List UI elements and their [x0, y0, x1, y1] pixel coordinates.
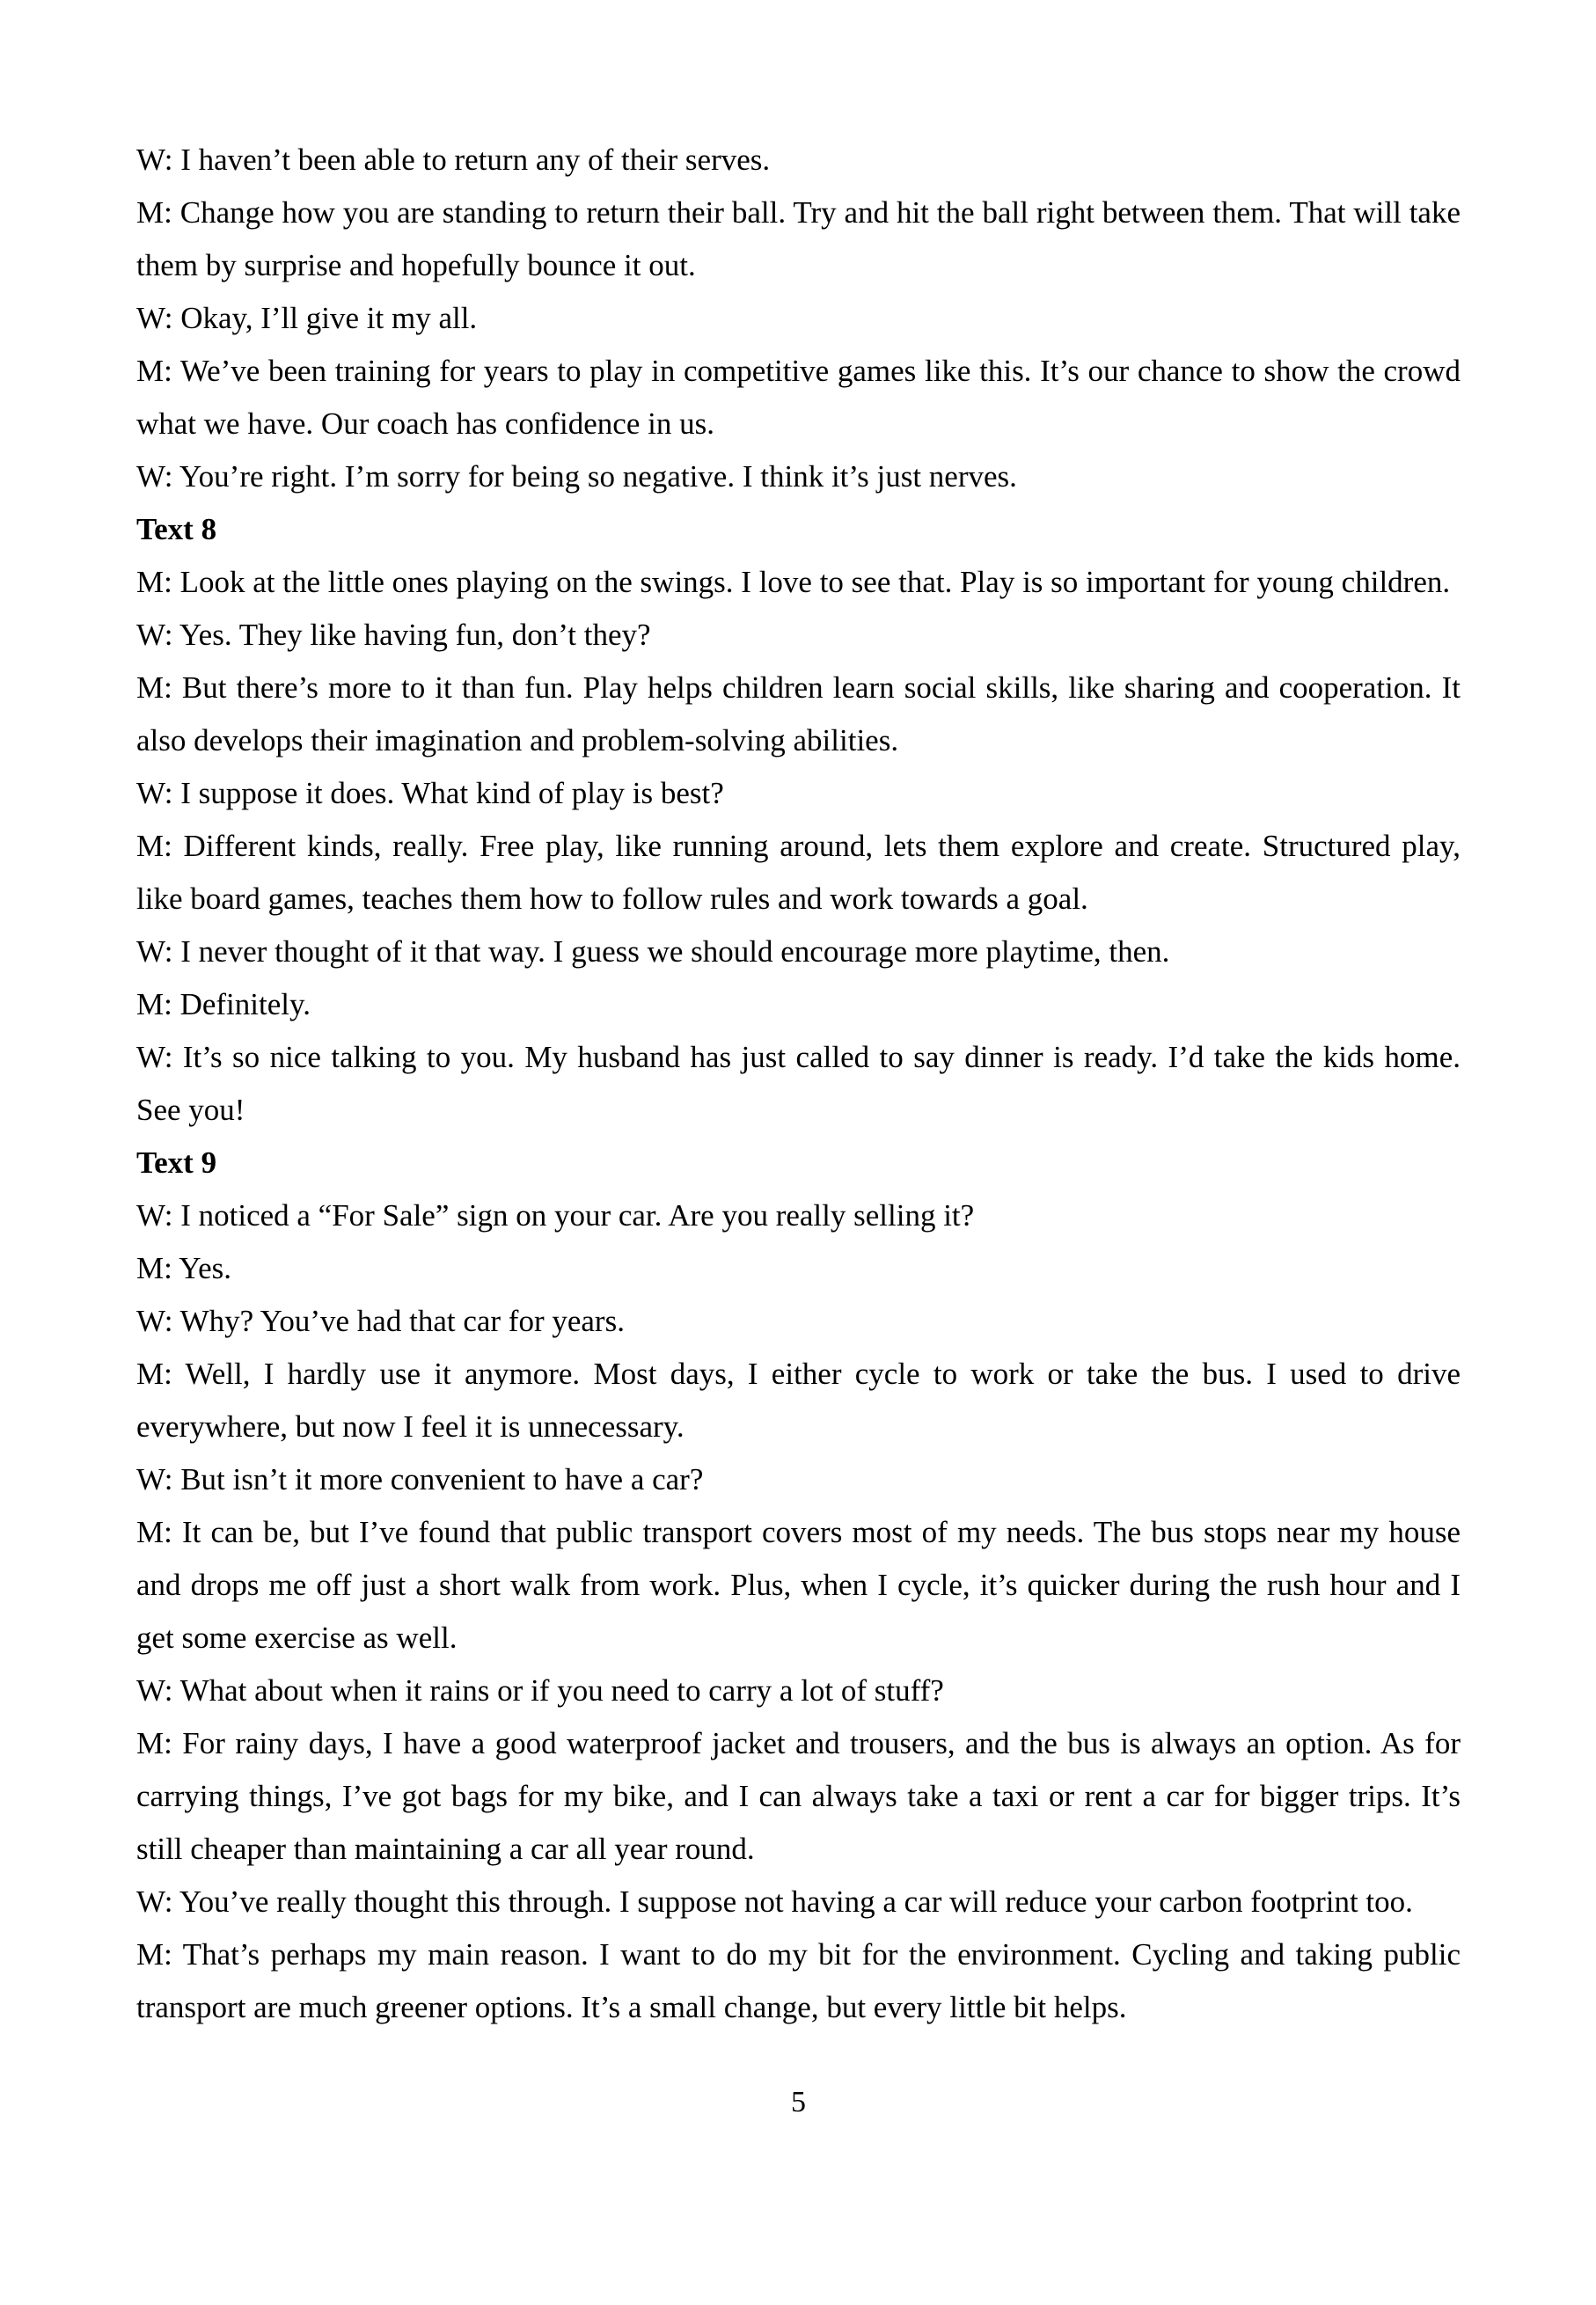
dialogue-paragraph: W: I never thought of it that way. I guess we should encourage more playtime, then. [136, 934, 1170, 969]
dialogue-paragraph: M: Different kinds, really. Free play, like running around, lets them explore and create. Structured play, like board games, teaches them how to follow rules and work towards a goal. [136, 829, 1461, 916]
page-number: 5 [791, 2086, 806, 2118]
dialogue-paragraph: M: That’s perhaps my main reason. I want to do my bit for the environment. Cycling and taking public transport are much greener options. It’s a small change, but every little bit helps. [136, 1937, 1461, 2024]
dialogue-paragraph: M: Definitely. [136, 987, 311, 1021]
dialogue-paragraph: W: You’re right. I’m sorry for being so negative. I think it’s just nerves. [136, 459, 1017, 494]
dialogue-paragraph: M: For rainy days, I have a good waterproof jacket and trousers, and the bus is always an option. As for carrying things, I’ve got bags for my bike, and I can always take a taxi or rent a car for bigger trips. It’s still cheaper than maintaining a car all year round. [136, 1726, 1461, 1866]
dialogue-paragraph: W: It’s so nice talking to you. My husband has just called to say dinner is ready. I’d take the kids home. See you! [136, 1040, 1461, 1127]
dialogue-paragraph: W: I noticed a “For Sale” sign on your car. Are you really selling it? [136, 1198, 975, 1233]
dialogue-paragraph: M: But there’s more to it than fun. Play helps children learn social skills, like sharing and cooperation. It also develops their imagination and problem-solving abilities. [136, 670, 1461, 757]
dialogue-paragraph: W: But isn’t it more convenient to have a car? [136, 1462, 704, 1496]
transcript-body [136, 134, 1461, 2034]
dialogue-paragraph: W: You’ve really thought this through. I suppose not having a car will reduce your carbon footprint too. [136, 1884, 1413, 1919]
dialogue-paragraph: W: Yes. They like having fun, don’t they? [136, 618, 651, 652]
text-section-heading: Text 8 [136, 512, 217, 546]
page-footer [136, 2085, 1461, 2120]
dialogue-paragraph: M: Change how you are standing to return their ball. Try and hit the ball right between them. That will take them by surprise and hopefully bounce it out. [136, 195, 1461, 282]
dialogue-paragraph: M: Look at the little ones playing on the swings. I love to see that. Play is so important for young children. [136, 565, 1451, 599]
dialogue-paragraph: W: Why? You’ve had that car for years. [136, 1304, 625, 1338]
text-section-heading: Text 9 [136, 1145, 217, 1180]
dialogue-paragraph: W: I suppose it does. What kind of play is best? [136, 776, 724, 810]
dialogue-paragraph: W: I haven’t been able to return any of their serves. [136, 143, 771, 177]
dialogue-paragraph: M: Yes. [136, 1251, 231, 1285]
dialogue-paragraph: M: Well, I hardly use it anymore. Most days, I either cycle to work or take the bus. I used to drive everywhere, but now I feel it is unnecessary. [136, 1357, 1461, 1444]
dialogue-paragraph: M: It can be, but I’ve found that public transport covers most of my needs. The bus stops near my house and drops me off just a short walk from work. Plus, when I cycle, it’s quicker during the rush hour and I get some exercise as well. [136, 1515, 1461, 1655]
dialogue-paragraph: W: Okay, I’ll give it my all. [136, 301, 478, 335]
dialogue-paragraph: M: We’ve been training for years to play in competitive games like this. It’s our chance to show the crowd what we have. Our coach has confidence in us. [136, 354, 1461, 441]
dialogue-paragraph: W: What about when it rains or if you need to carry a lot of stuff? [136, 1673, 944, 1708]
